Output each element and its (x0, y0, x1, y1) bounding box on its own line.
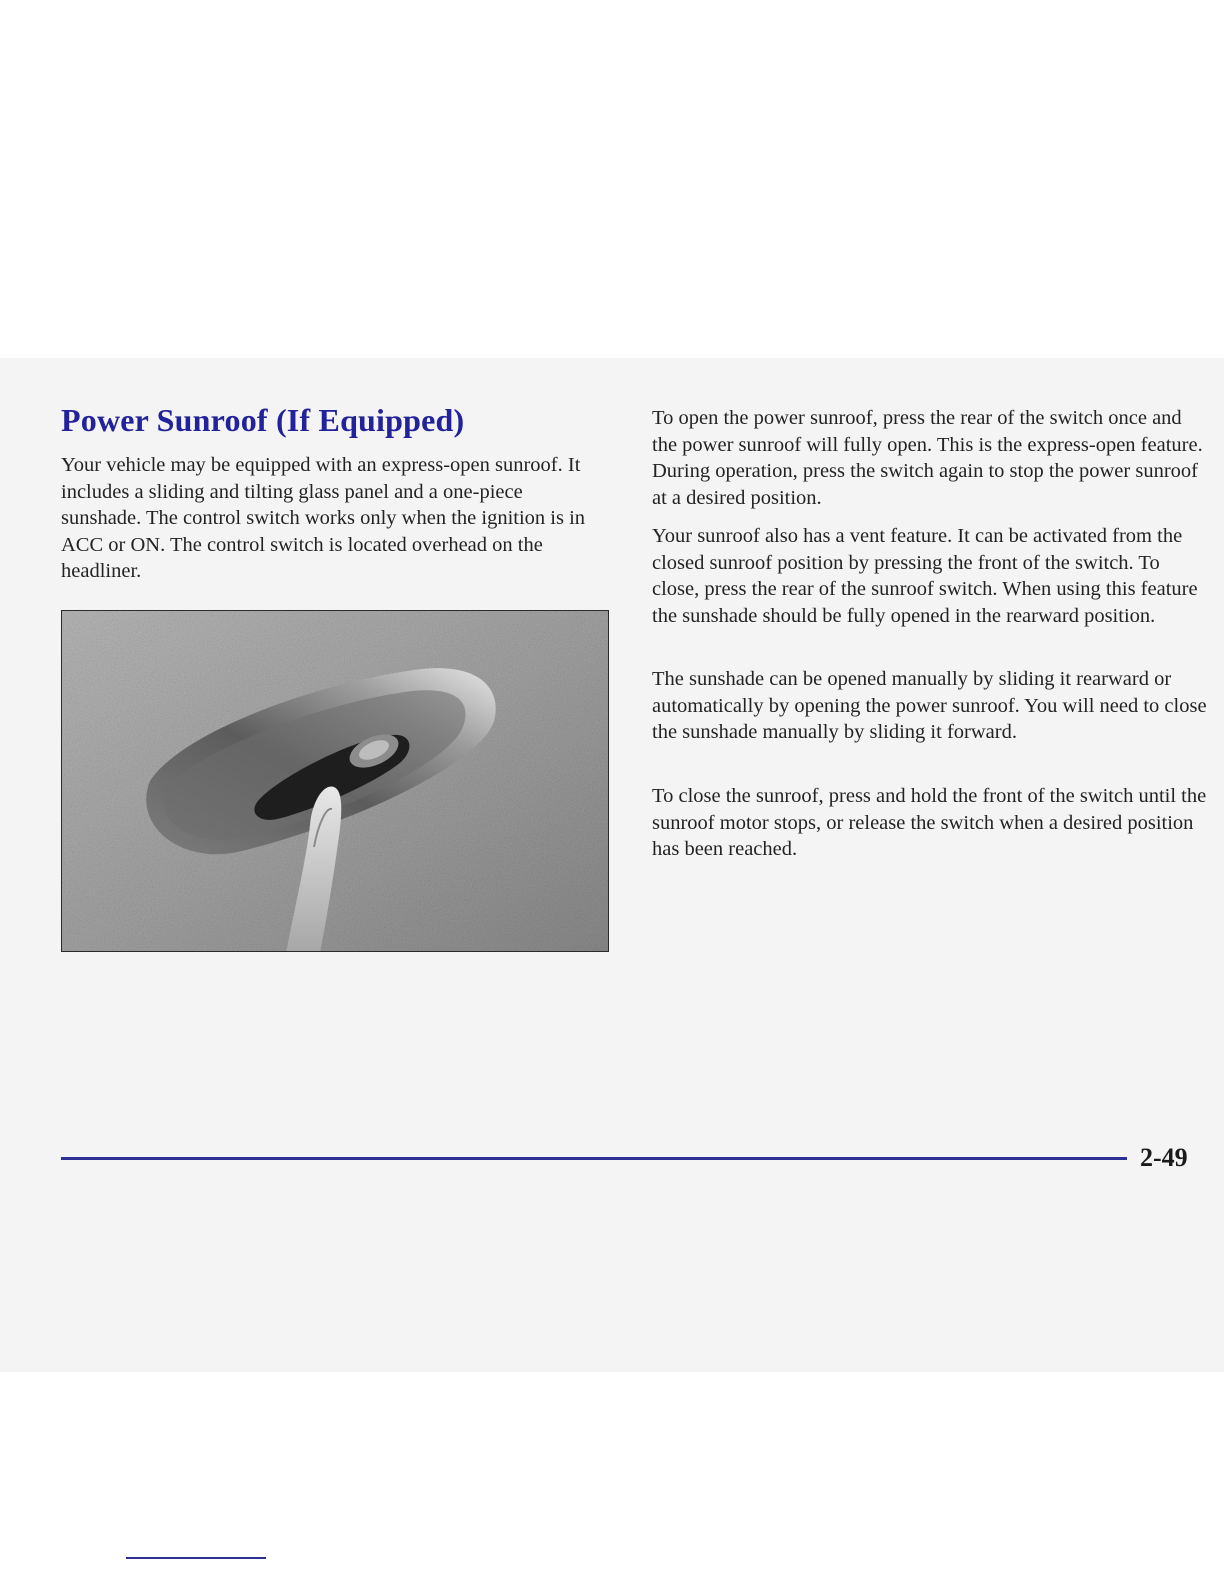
page-title: Power Sunroof (If Equipped) (61, 402, 465, 438)
sunshade-paragraph: The sunshade can be opened manually by sliding it rearward or automatically by opening the power sunroof. You will need to close the sunshade manually by sliding it forward. (652, 668, 1207, 743)
intro-paragraph: Your vehicle may be equipped with an express-open sunroof. It includes a sliding and tilting glass panel and a one-piece sunshade. The control switch works only when the ignition is in ACC or ON. The control switch is located overhead on the headliner. (61, 454, 586, 582)
bottom-divider (126, 1557, 266, 1559)
sunroof-switch-photo (61, 610, 609, 952)
vent-feature-paragraph: Your sunroof also has a vent feature. It can be activated from the closed sunroof position by pressing the front of the switch. To close, press the rear of the sunroof switch. When using this feature the sunshade should be fully opened in the rearward position. (652, 525, 1198, 627)
open-instructions-paragraph: To open the power sunroof, press the rear of the switch once and the power sunroof will fully open. This is the express-open feature. During operation, press the switch again to stop the power sunroof at a desired position. (652, 407, 1203, 509)
overhead-sunroof-switch-photo-icon (62, 611, 609, 952)
close-instructions-paragraph: To close the sunroof, press and hold the front of the switch until the sunroof motor stops, or release the switch when a desired position has been reached. (652, 785, 1207, 860)
page-number: 2-49 (1140, 1143, 1188, 1172)
footer-divider (61, 1157, 1127, 1160)
